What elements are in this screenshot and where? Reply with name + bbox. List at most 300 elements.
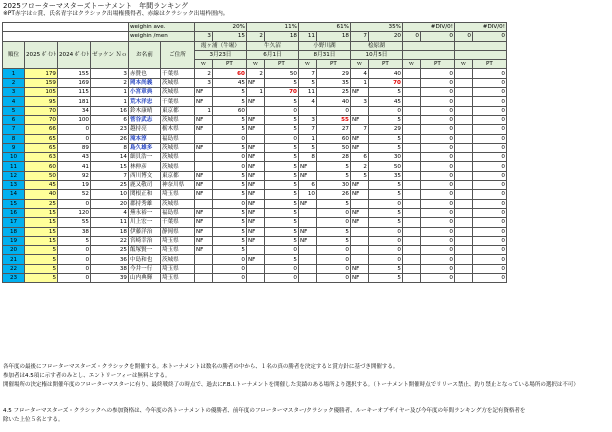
pt-cell: 0: [264, 274, 298, 283]
weighin-cell: [402, 236, 420, 245]
pt-cell: 0: [420, 115, 454, 124]
pt-cell: 27: [316, 125, 350, 134]
weighin-cell: 1: [350, 78, 368, 87]
points-2025-cell: 40: [25, 190, 58, 199]
weighin-cell: NF: [194, 125, 212, 134]
points-2024-cell: 0: [58, 274, 91, 283]
pt-cell: 0: [420, 208, 454, 217]
weighin-cell: NF: [194, 227, 212, 236]
pt-cell: 0: [368, 106, 402, 115]
weighin-cell: NF: [350, 274, 368, 283]
pt-cell: 0: [420, 78, 454, 87]
footer-line: 開催場所の決定権は開催年度のフローターマスターに有り、最終戦終了の時点で、過去にF.B.I.トーナメントを開催した実績のある場所より選択する。（トーナメント開催時点でリリース禁止、釣り禁止となっている場所の選択は不可）: [3, 382, 579, 388]
pt-cell: 0: [420, 255, 454, 264]
weighin-cell: [402, 125, 420, 134]
pt-cell: 5: [212, 125, 246, 134]
event-date: [454, 50, 506, 59]
pt-cell: 0: [472, 236, 506, 245]
pt-cell: 0: [420, 236, 454, 245]
pt-cell: 0: [420, 106, 454, 115]
address-cell: 茨城県: [160, 153, 194, 162]
weighin-cell: 3: [350, 97, 368, 106]
pt-cell: 60: [316, 134, 350, 143]
pt-cell: 5: [264, 255, 298, 264]
points-2024-cell: 55: [58, 218, 91, 227]
weighin-cell: [454, 115, 472, 124]
participant-count: 18: [264, 32, 298, 41]
points-2024-cell: 38: [58, 227, 91, 236]
zekken-cell: 2: [91, 78, 129, 87]
blank-cell: [3, 32, 129, 41]
weighin-cell: [350, 227, 368, 236]
pt-cell: 70: [368, 78, 402, 87]
pt-cell: 5: [368, 88, 402, 97]
header-rank: 順位: [3, 41, 25, 69]
event-place: 霞ヶ浦（牛堀）: [194, 41, 246, 50]
header-pt: PT: [368, 60, 402, 69]
rank-cell: 7: [3, 125, 25, 134]
pt-cell: 5: [264, 78, 298, 87]
table-row: [3, 134, 507, 143]
points-2025-cell: 5: [25, 255, 58, 264]
points-2025-cell: 50: [25, 171, 58, 180]
address-cell: 茨城県: [160, 143, 194, 152]
weighin-cell: NF: [246, 162, 264, 171]
points-2025-cell: 5: [25, 264, 58, 273]
rank-cell: 15: [3, 199, 25, 208]
pt-cell: 0: [316, 106, 350, 115]
zekken-cell: 25: [91, 181, 129, 190]
address-cell: 茨城県: [160, 255, 194, 264]
weighin-cell: [194, 199, 212, 208]
header-weighin: ｗ: [350, 60, 368, 69]
points-2025-cell: 65: [25, 143, 58, 152]
table-row: [3, 69, 507, 78]
points-2024-cell: 0: [58, 199, 91, 208]
name-cell: 鹿又敬司: [128, 181, 160, 190]
pt-cell: 5: [264, 171, 298, 180]
rank-cell: 8: [3, 134, 25, 143]
weighin-cell: 6: [350, 153, 368, 162]
pt-cell: 0: [472, 97, 506, 106]
weighin-cell: [454, 190, 472, 199]
pt-cell: 45: [212, 78, 246, 87]
weighin-cell: 8: [298, 153, 316, 162]
weighin-cell: 6: [298, 181, 316, 190]
table-row: [3, 227, 507, 236]
weighin-count: 3: [194, 32, 212, 41]
address-cell: 福島県: [160, 134, 194, 143]
event-place: 牛久沼: [246, 41, 298, 50]
pt-cell: 0: [472, 162, 506, 171]
pt-cell: 0: [420, 264, 454, 273]
zekken-cell: 3: [91, 69, 129, 78]
header-2024-points: 2024 ﾎﾟｲﾝﾄ: [58, 41, 91, 69]
name-cell: 菅谷武志: [128, 115, 160, 124]
address-cell: 神奈川県: [160, 181, 194, 190]
address-cell: 埼玉県: [160, 274, 194, 283]
points-2024-cell: 19: [58, 181, 91, 190]
points-2024-cell: 155: [58, 69, 91, 78]
zekken-cell: 18: [91, 227, 129, 236]
points-2024-cell: 0: [58, 264, 91, 273]
zekken-cell: 38: [91, 264, 129, 273]
weighin-cell: [246, 274, 264, 283]
weighin-cell: [454, 246, 472, 255]
weighin-cell: 4: [298, 97, 316, 106]
table-row: [3, 218, 507, 227]
pt-cell: 5: [264, 125, 298, 134]
weighin-cell: [298, 264, 316, 273]
pt-cell: 5: [212, 218, 246, 227]
header-pt: PT: [472, 60, 506, 69]
weighin-cell: [298, 255, 316, 264]
weighin-cell: [402, 199, 420, 208]
pt-cell: 0: [472, 227, 506, 236]
pt-cell: 0: [472, 208, 506, 217]
weighin-cell: [454, 162, 472, 171]
weighin-cell: [350, 106, 368, 115]
table-row: [3, 143, 507, 152]
pt-cell: 5: [316, 162, 350, 171]
event-date: [402, 50, 454, 59]
weighin-cell: [350, 246, 368, 255]
pt-cell: 0: [212, 274, 246, 283]
name-cell: 小宮章典: [128, 88, 160, 97]
name-cell: 岡本尚義: [128, 78, 160, 87]
weighin-cell: NF: [350, 190, 368, 199]
weighin-cell: [246, 106, 264, 115]
pt-cell: 5: [368, 143, 402, 152]
rank-cell: 14: [3, 190, 25, 199]
weighin-cell: NF: [246, 115, 264, 124]
points-2024-cell: 52: [58, 190, 91, 199]
weighin-cell: NF: [194, 246, 212, 255]
header-pt: PT: [212, 60, 246, 69]
zekken-cell: 26: [91, 134, 129, 143]
rank-cell: 4: [3, 97, 25, 106]
rank-cell: 1: [3, 69, 25, 78]
name-cell: 宮崎幸治: [128, 236, 160, 245]
points-2025-cell: 70: [25, 106, 58, 115]
weighin-cell: [402, 181, 420, 190]
name-cell: 越持亮: [128, 125, 160, 134]
pt-cell: 0: [472, 264, 506, 273]
weighin-count: 11: [298, 32, 316, 41]
points-2025-cell: 159: [25, 78, 58, 87]
weighin-cell: NF: [194, 115, 212, 124]
address-cell: 千葉県: [160, 97, 194, 106]
pt-cell: 5: [264, 199, 298, 208]
weighin-men-label: weighin /men: [128, 32, 194, 41]
pt-cell: 5: [264, 227, 298, 236]
weighin-cell: NF: [350, 264, 368, 273]
pt-cell: 0: [420, 162, 454, 171]
weighin-ave-pct: #DIV/0!: [402, 23, 454, 32]
pt-cell: 0: [264, 264, 298, 273]
table-row: [3, 246, 507, 255]
weighin-cell: 3: [298, 115, 316, 124]
participant-count: 0: [420, 32, 454, 41]
header-address: ご住所: [160, 41, 194, 69]
points-2025-cell: 5: [25, 246, 58, 255]
pt-cell: 0: [472, 69, 506, 78]
points-2024-cell: 92: [58, 171, 91, 180]
pt-cell: 5: [212, 190, 246, 199]
points-2024-cell: 181: [58, 97, 91, 106]
weighin-cell: [402, 255, 420, 264]
zekken-cell: 39: [91, 274, 129, 283]
name-cell: 林伸彦: [128, 162, 160, 171]
weighin-cell: 4: [350, 69, 368, 78]
table-row: [3, 115, 507, 124]
weighin-cell: [402, 274, 420, 283]
pt-cell: 5: [212, 227, 246, 236]
pt-cell: 50: [316, 143, 350, 152]
weighin-cell: NF: [350, 143, 368, 152]
table-row: [3, 125, 507, 134]
weighin-cell: [454, 274, 472, 283]
address-cell: 埼玉県: [160, 264, 194, 273]
pt-cell: 0: [472, 134, 506, 143]
zekken-cell: 11: [91, 218, 129, 227]
points-2025-cell: 15: [25, 208, 58, 217]
pt-cell: 0: [264, 134, 298, 143]
weighin-cell: [350, 255, 368, 264]
legend-note: ※PT赤字は☆賞、氏名青字はクラシック出場権獲得者、赤線はクラシック出場枠圏内。: [3, 11, 229, 17]
weighin-cell: NF: [194, 218, 212, 227]
points-2024-cell: 43: [58, 153, 91, 162]
weighin-cell: NF: [350, 208, 368, 217]
weighin-cell: 1: [194, 106, 212, 115]
table-row: [3, 153, 507, 162]
table-row: [3, 162, 507, 171]
participant-count: 0: [472, 32, 506, 41]
pt-cell: 0: [368, 227, 402, 236]
weighin-cell: [402, 227, 420, 236]
address-cell: 千葉県: [160, 69, 194, 78]
points-2024-cell: 41: [58, 162, 91, 171]
footer-line: 除いた上位５名とする。: [3, 417, 64, 423]
weighin-cell: NF: [246, 255, 264, 264]
points-2025-cell: 15: [25, 227, 58, 236]
zekken-cell: 23: [91, 125, 129, 134]
header-name: お名前: [128, 41, 160, 69]
weighin-cell: 10: [298, 190, 316, 199]
weighin-cell: [454, 125, 472, 134]
pt-cell: 0: [472, 106, 506, 115]
weighin-cell: [454, 106, 472, 115]
weighin-cell: NF: [350, 115, 368, 124]
weighin-cell: [350, 199, 368, 208]
points-2024-cell: 0: [58, 246, 91, 255]
weighin-cell: [402, 134, 420, 143]
points-2025-cell: 45: [25, 181, 58, 190]
pt-cell: 0: [472, 88, 506, 97]
zekken-cell: 10: [91, 190, 129, 199]
pt-cell: 35: [316, 78, 350, 87]
weighin-cell: NF: [246, 227, 264, 236]
weighin-cell: NF: [246, 208, 264, 217]
name-cell: 川上宏一: [128, 218, 160, 227]
name-cell: 細貝浩一: [128, 153, 160, 162]
pt-cell: 40: [316, 97, 350, 106]
zekken-cell: 7: [91, 171, 129, 180]
pt-cell: 0: [368, 236, 402, 245]
address-cell: 栃木県: [160, 125, 194, 134]
weighin-cell: NF: [246, 97, 264, 106]
pt-cell: 5: [368, 181, 402, 190]
ranking-table: [2, 22, 507, 283]
page-title: 2025フローターマスターズトーナメント 年間ランキング: [3, 2, 188, 10]
weighin-count: 7: [350, 32, 368, 41]
zekken-cell: 8: [91, 143, 129, 152]
weighin-cell: 7: [298, 125, 316, 134]
points-2025-cell: 5: [25, 274, 58, 283]
pt-cell: 0: [472, 190, 506, 199]
pt-cell: 70: [264, 88, 298, 97]
weighin-cell: NF: [298, 227, 316, 236]
address-cell: 埼玉県: [160, 246, 194, 255]
points-2025-cell: 105: [25, 88, 58, 97]
weighin-cell: [298, 246, 316, 255]
rank-cell: 23: [3, 274, 25, 283]
pt-cell: 0: [420, 125, 454, 134]
pt-cell: 5: [264, 190, 298, 199]
pt-cell: 0: [420, 171, 454, 180]
rank-cell: 5: [3, 106, 25, 115]
weighin-cell: 1: [298, 134, 316, 143]
header-weighin: ｗ: [246, 60, 264, 69]
event-date: 10月5日: [350, 50, 402, 59]
weighin-cell: 11: [298, 88, 316, 97]
pt-cell: 5: [212, 181, 246, 190]
weighin-cell: 5: [298, 143, 316, 152]
zekken-cell: 22: [91, 236, 129, 245]
pt-cell: 35: [368, 171, 402, 180]
weighin-cell: [454, 78, 472, 87]
weighin-cell: NF: [246, 236, 264, 245]
points-2025-cell: 25: [25, 199, 58, 208]
weighin-cell: [454, 69, 472, 78]
pt-cell: 0: [316, 218, 350, 227]
address-cell: 千葉県: [160, 218, 194, 227]
rank-cell: 21: [3, 255, 25, 264]
weighin-cell: NF: [246, 181, 264, 190]
points-2025-cell: 63: [25, 153, 58, 162]
name-cell: 鈴木康晴: [128, 106, 160, 115]
weighin-cell: [454, 264, 472, 273]
weighin-cell: [402, 143, 420, 152]
pt-cell: 0: [264, 106, 298, 115]
pt-cell: 0: [316, 274, 350, 283]
rank-cell: 17: [3, 218, 25, 227]
pt-cell: 0: [420, 88, 454, 97]
weighin-cell: NF: [246, 199, 264, 208]
weighin-cell: [454, 236, 472, 245]
footer-line: 4.5 フローターマスターズ・クラシックへの参加資格は、今年度の各トーナメントの優勝者、前年度のフローターマスター/クラシック優勝者、ルーキーオブザイヤー及び今年度の年間ランキング方を記有資格者を: [3, 408, 526, 414]
zekken-cell: 15: [91, 162, 129, 171]
weighin-cell: 7: [350, 125, 368, 134]
weighin-cell: NF: [246, 125, 264, 134]
pt-cell: 29: [316, 69, 350, 78]
pt-cell: 28: [316, 153, 350, 162]
weighin-ave-pct: #DIV/0!: [454, 23, 506, 32]
blank-cell: [3, 23, 129, 32]
pt-cell: 0: [472, 153, 506, 162]
pt-cell: 0: [420, 274, 454, 283]
event-date: 3月23日: [194, 50, 246, 59]
name-cell: 滝本淳: [128, 134, 160, 143]
weighin-cell: [454, 88, 472, 97]
pt-cell: 5: [212, 143, 246, 152]
weighin-cell: 2: [350, 162, 368, 171]
table-row: [3, 181, 507, 190]
pt-cell: 0: [472, 115, 506, 124]
points-2024-cell: 169: [58, 78, 91, 87]
points-2024-cell: 34: [58, 106, 91, 115]
pt-cell: 5: [316, 236, 350, 245]
points-2025-cell: 66: [25, 125, 58, 134]
pt-cell: 25: [316, 88, 350, 97]
weighin-cell: NF: [194, 171, 212, 180]
pt-cell: 5: [264, 115, 298, 124]
pt-cell: 5: [212, 88, 246, 97]
pt-cell: 0: [420, 153, 454, 162]
weighin-cell: NF: [298, 162, 316, 171]
table-row: [3, 190, 507, 199]
table-row: [3, 78, 507, 87]
weighin-ave-label: weighin ave.: [128, 23, 194, 32]
pt-cell: 50: [368, 162, 402, 171]
pt-cell: 0: [472, 274, 506, 283]
footer-line: 参加者は4.5項に示す者のみとし、エントリーフィーは無料とする。: [3, 373, 171, 379]
address-cell: 静岡県: [160, 227, 194, 236]
pt-cell: 0: [472, 199, 506, 208]
zekken-cell: 14: [91, 153, 129, 162]
points-2024-cell: 89: [58, 143, 91, 152]
points-2025-cell: 15: [25, 218, 58, 227]
pt-cell: 5: [212, 171, 246, 180]
zekken-cell: 6: [91, 115, 129, 124]
pt-cell: 5: [212, 246, 246, 255]
weighin-cell: NF: [246, 153, 264, 162]
pt-cell: 5: [368, 134, 402, 143]
weighin-cell: 5: [350, 171, 368, 180]
table-row: [3, 171, 507, 180]
pt-cell: 5: [316, 227, 350, 236]
pt-cell: 0: [316, 255, 350, 264]
pt-cell: 60: [212, 106, 246, 115]
pt-cell: 0: [472, 171, 506, 180]
points-2024-cell: 0: [58, 134, 91, 143]
rank-cell: 10: [3, 153, 25, 162]
pt-cell: 0: [472, 78, 506, 87]
pt-cell: 5: [264, 162, 298, 171]
pt-cell: 5: [264, 181, 298, 190]
weighin-cell: 3: [194, 78, 212, 87]
weighin-cell: NF: [350, 218, 368, 227]
weighin-cell: [298, 274, 316, 283]
name-cell: 郡持秀雄: [128, 199, 160, 208]
pt-cell: 26: [316, 190, 350, 199]
address-cell: 埼玉県: [160, 190, 194, 199]
weighin-cell: NF: [350, 88, 368, 97]
weighin-cell: [402, 78, 420, 87]
address-cell: 茨城県: [160, 115, 194, 124]
weighin-cell: NF: [194, 181, 212, 190]
weighin-cell: [194, 153, 212, 162]
